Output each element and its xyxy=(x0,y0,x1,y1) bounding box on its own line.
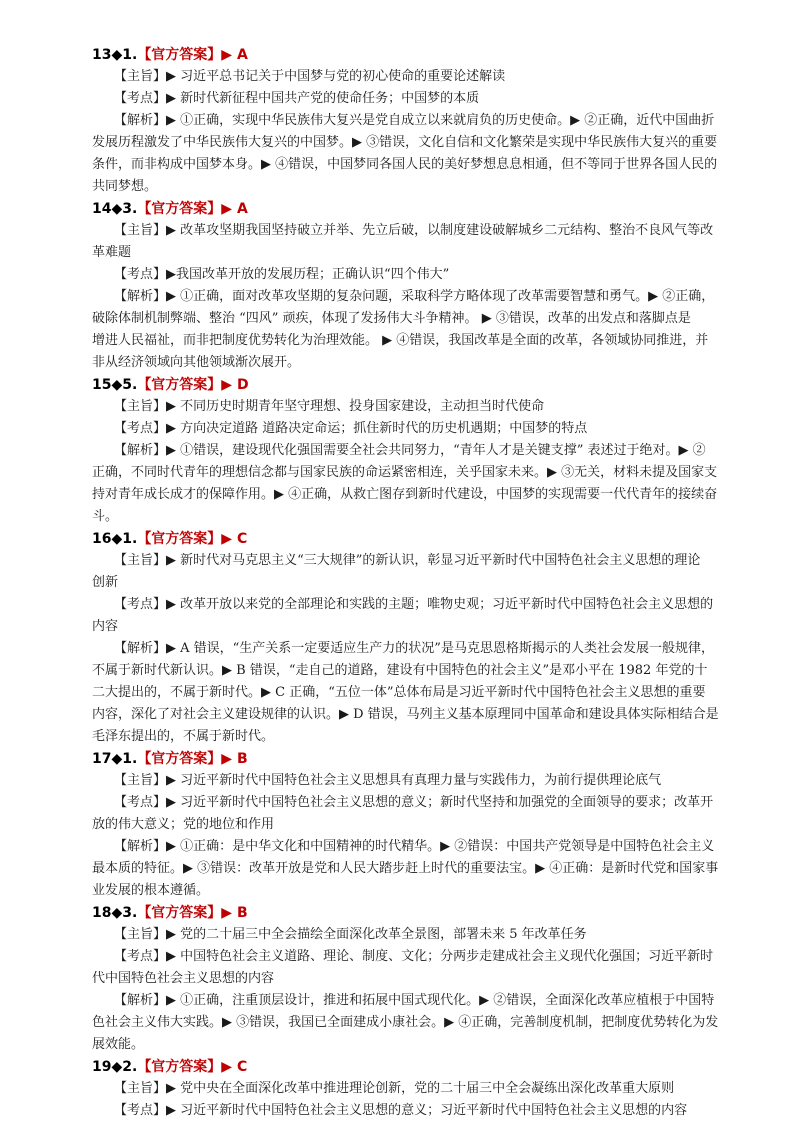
text-line: 【解析】▶ ①错误，建设现代化强国需要全社会共同努力，“青年人才是关键支撑” 表述过于绝对。▶ ② xyxy=(114,443,706,458)
analysis-paragraph xyxy=(92,792,752,836)
text-line: 非从经济领域向其他领域渐次展开。 xyxy=(92,355,301,370)
analysis-paragraph xyxy=(92,946,752,990)
text-line: 【主旨】▶ 新时代对马克思主义“三大规律”的新认识，彰显习近平新时代中国特色社会主义思想的理论 xyxy=(114,553,701,568)
analysis-paragraph xyxy=(92,836,752,902)
text-line: 【考点】▶我国改革开放的发展历程；正确认识“四个伟大” xyxy=(114,267,450,282)
analysis-paragraph xyxy=(92,1100,752,1122)
analysis-paragraph xyxy=(92,638,752,748)
text-line: 【解析】▶ ①正确，面对改革攻坚期的复杂问题，采取科学方略体现了改革需要智慧和勇气。▶ ②正确， xyxy=(114,289,715,304)
answer-heading xyxy=(92,374,752,396)
text-line: 【主旨】▶ 改革攻坚期我国坚持破立并举、先立后破，以制度建设破解城乡二元结构、整治不良风气等改 xyxy=(114,223,714,238)
analysis-paragraph xyxy=(92,440,752,528)
text-line: 发展历程激发了中华民族伟大复兴的中国梦。▶ ③错误，文化自信和文化繁荣是实现中华民族伟大复兴的重要 xyxy=(92,135,718,150)
official-answer: 【官方答案】▶ B xyxy=(137,751,248,767)
text-line: 【解析】▶ ①正确，注重顶层设计，推进和拓展中国式现代化。▶ ②错误，全面深化改革应植根于中国特 xyxy=(114,993,715,1008)
analysis-paragraph xyxy=(92,770,752,792)
analysis-paragraph xyxy=(92,396,752,418)
text-line: 【考点】▶ 新时代新征程中国共产党的使命任务；中国梦的本质 xyxy=(114,91,480,106)
text-line: 不属于新时代新认识。▶ B 错误，“走自己的道路，建设有中国特色的社会主义”是邓小平在 1982 年党的十 xyxy=(92,663,708,678)
question-block xyxy=(92,528,752,748)
text-line: 【考点】▶ 改革开放以来党的全部理论和实践的主题；唯物史观；习近平新时代中国特色社会主义思想的 xyxy=(114,597,714,612)
analysis-paragraph xyxy=(92,66,752,88)
answer-heading xyxy=(92,902,752,924)
text-line: 代中国特色社会主义思想的内容 xyxy=(92,971,275,986)
analysis-paragraph xyxy=(92,924,752,946)
official-answer: 【官方答案】▶ D xyxy=(137,377,249,393)
question-block xyxy=(92,198,752,374)
text-line: 【解析】▶ ①正确，实现中华民族伟大复兴是党自成立以来就肩负的历史使命。▶ ②正确，近代中国曲折 xyxy=(114,113,715,128)
text-line: 共同梦想。 xyxy=(92,179,158,194)
official-answer: 【官方答案】▶ C xyxy=(137,1059,248,1075)
text-line: 条件，而非构成中国梦本身。▶ ④错误，中国梦同各国人民的美好梦想息息相通，但不等同于世界各国人民的 xyxy=(92,157,718,172)
answer-heading xyxy=(92,1056,752,1078)
analysis-paragraph xyxy=(92,110,752,198)
answer-heading xyxy=(92,748,752,770)
question-block xyxy=(92,44,752,198)
text-line: 斗。 xyxy=(92,509,119,524)
text-line: 【解析】▶ A 错误，“生产关系一定要适应生产力的状况”是马克思恩格斯揭示的人类社会发展一般规律， xyxy=(114,641,714,656)
text-line: 破除体制机制弊端、整治 “四风” 顽疾，体现了发扬伟大斗争精神。 ▶ ③错误，改革的出发点和落脚点是 xyxy=(92,311,691,326)
text-line: 【主旨】▶ 习近平新时代中国特色社会主义思想具有真理力量与实践伟力，为前行提供理论底气 xyxy=(114,773,662,788)
official-answer: 【官方答案】▶ C xyxy=(137,531,248,547)
text-line: 【考点】▶ 习近平新时代中国特色社会主义思想的意义；新时代坚持和加强党的全面领导的要求；改革开 xyxy=(114,795,714,810)
question-block xyxy=(92,748,752,902)
text-line: 毛泽东提出的，不属于新时代。 xyxy=(92,729,275,744)
answer-heading xyxy=(92,528,752,550)
question-block xyxy=(92,374,752,528)
question-number: 15◆5. xyxy=(92,377,138,393)
text-line: 【主旨】▶ 党中央在全面深化改革中推进理论创新，党的二十届三中全会凝练出深化改革重大原则 xyxy=(114,1081,675,1096)
text-line: 内容，深化了对社会主义建设规律的认识。▶ D 错误，马列主义基本原理同中国革命和建设具体实际相结合是 xyxy=(92,707,719,722)
analysis-paragraph xyxy=(92,418,752,440)
question-number: 16◆1. xyxy=(92,531,138,547)
analysis-paragraph xyxy=(92,550,752,594)
text-line: 增进人民福祉，而非把制度优势转化为治理效能。 ▶ ④错误，我国改革是全面的改革，各领域协同推进，并 xyxy=(92,333,709,348)
text-line: 持对青年成长成才的保障作用。▶ ④正确，从救亡图存到新时代建设，中国梦的实现需要一代代青年的接续奋 xyxy=(92,487,718,502)
official-answer: 【官方答案】▶ A xyxy=(137,201,248,217)
analysis-paragraph xyxy=(92,990,752,1056)
question-number: 19◆2. xyxy=(92,1059,138,1075)
question-block xyxy=(92,902,752,1056)
text-line: 革难题 xyxy=(92,245,132,260)
text-line: 【解析】▶ ①正确：是中华文化和中国精神的时代精华。▶ ②错误：中国共产党领导是中国特色社会主义 xyxy=(114,839,715,854)
text-line: 【考点】▶ 习近平新时代中国特色社会主义思想的意义；习近平新时代中国特色社会主义思想的内容 xyxy=(114,1103,688,1118)
text-line: 最本质的特征。▶ ③错误：改革开放是党和人民大踏步赶上时代的重要法宝。▶ ④正确：是新时代党和国家事 xyxy=(92,861,719,876)
answer-heading xyxy=(92,198,752,220)
question-number: 18◆3. xyxy=(92,905,138,921)
text-line: 展效能。 xyxy=(92,1037,145,1052)
analysis-paragraph xyxy=(92,264,752,286)
analysis-paragraph xyxy=(92,594,752,638)
text-line: 【考点】▶ 方向决定道路 道路决定命运；抓住新时代的历史机遇期；中国梦的特点 xyxy=(114,421,588,436)
text-line: 内容 xyxy=(92,619,119,634)
text-line: 色社会主义伟大实践。▶ ③错误，我国已全面建成小康社会。▶ ④正确，完善制度机制，把制度优势转化为发 xyxy=(92,1015,719,1030)
analysis-paragraph xyxy=(92,286,752,374)
text-line: 【考点】▶ 中国特色社会主义道路、理论、制度、文化；分两步走建成社会主义现代化强国；习近平新时 xyxy=(114,949,714,964)
question-number: 17◆1. xyxy=(92,751,138,767)
question-number: 14◆3. xyxy=(92,201,138,217)
text-line: 【主旨】▶ 习近平总书记关于中国梦与党的初心使命的重要论述解读 xyxy=(114,69,506,84)
answer-heading xyxy=(92,44,752,66)
text-line: 创新 xyxy=(92,575,119,590)
text-line: 【主旨】▶ 党的二十届三中全会描绘全面深化改革全景图，部署未来 5 年改革任务 xyxy=(114,927,587,942)
analysis-paragraph xyxy=(92,88,752,110)
official-answer: 【官方答案】▶ B xyxy=(137,905,248,921)
analysis-paragraph xyxy=(92,1078,752,1100)
text-line: 业发展的根本遵循。 xyxy=(92,883,210,898)
document-page xyxy=(92,44,752,1122)
text-line: 二大提出的，不属于新时代。▶ C 正确，“五位一体”总体布局是习近平新时代中国特色社会主义思想的重要 xyxy=(92,685,706,700)
analysis-paragraph xyxy=(92,220,752,264)
official-answer: 【官方答案】▶ A xyxy=(137,47,248,63)
text-line: 正确，不同时代青年的理想信念都与国家民族的命运紧密相连，关乎国家未来。▶ ③无关，材料未提及国家支 xyxy=(92,465,718,480)
text-line: 【主旨】▶ 不同历史时期青年坚守理想、投身国家建设，主动担当时代使命 xyxy=(114,399,545,414)
question-block xyxy=(92,1056,752,1122)
text-line: 放的伟大意义；党的地位和作用 xyxy=(92,817,275,832)
question-number: 13◆1. xyxy=(92,47,138,63)
